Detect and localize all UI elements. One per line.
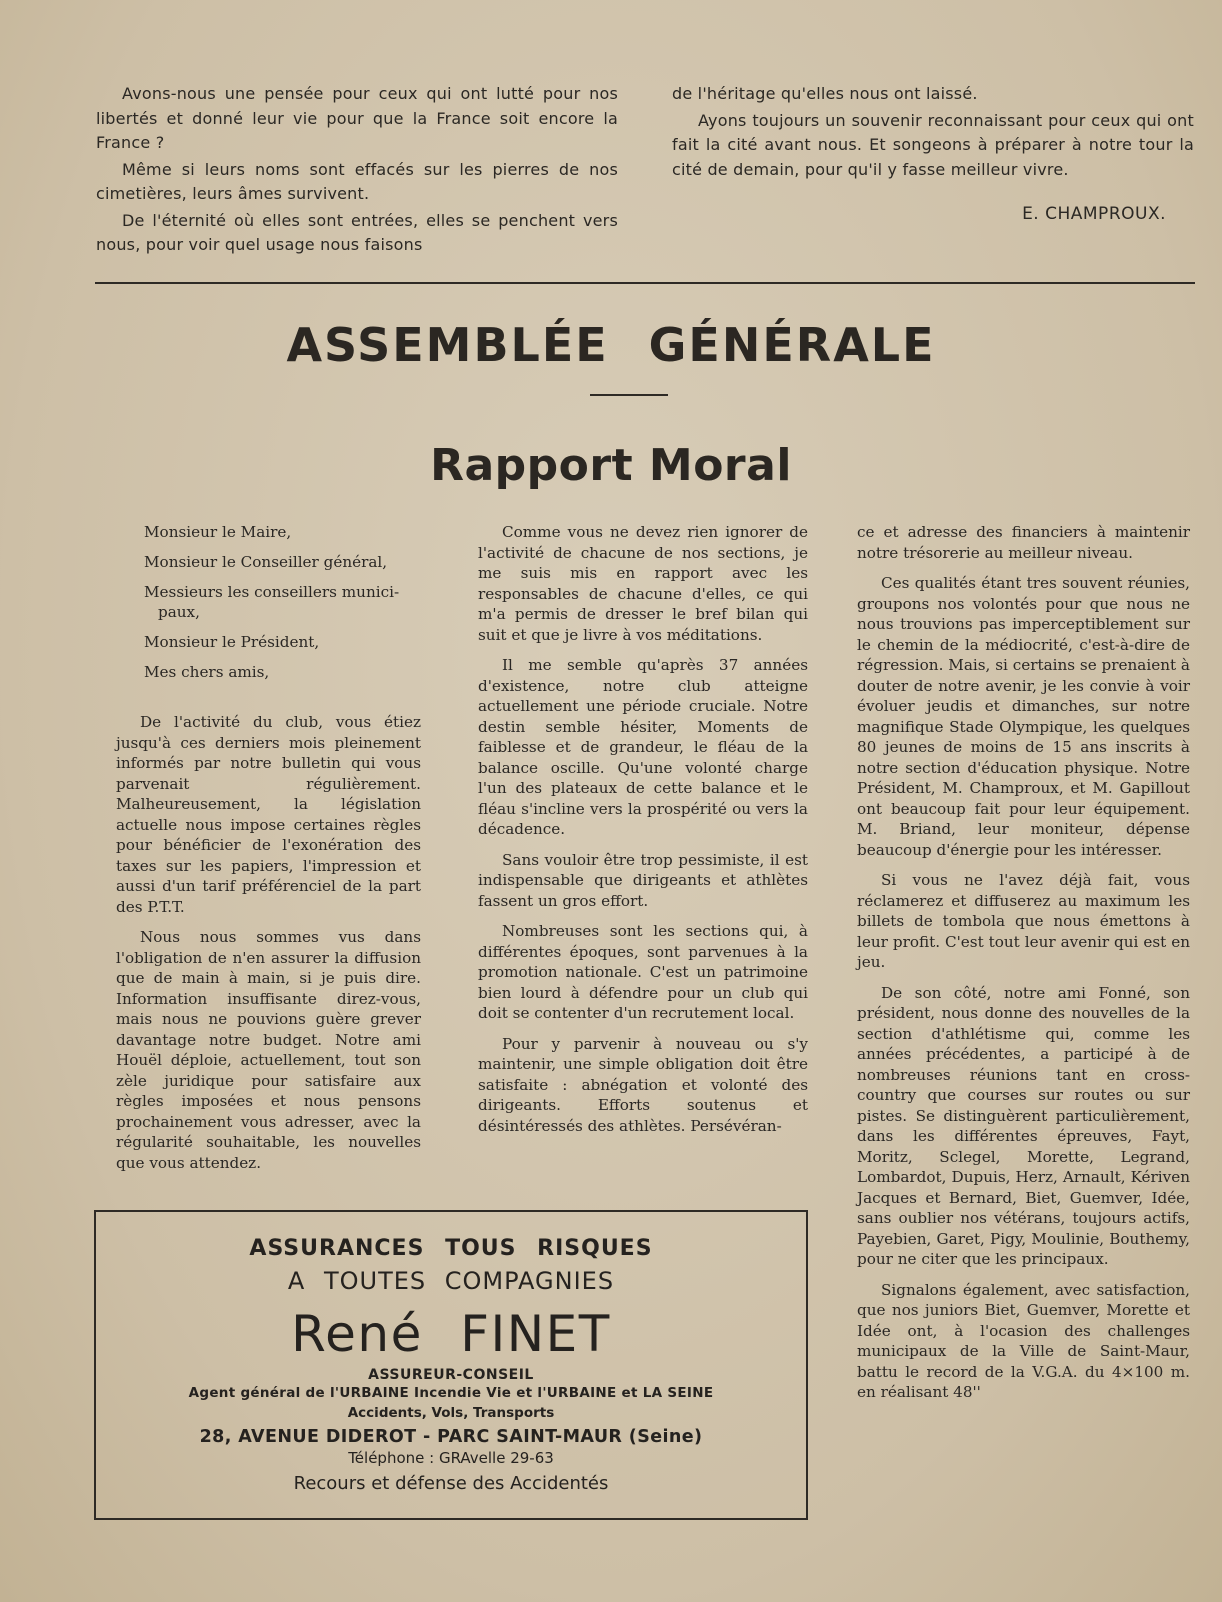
- top-article-left-column: [96, 82, 618, 260]
- salutation-line: paux,: [158, 603, 200, 621]
- salutation-line: Monsieur le Conseiller général,: [144, 553, 388, 571]
- headline-underline: [590, 394, 668, 396]
- salutation-line: Monsieur le Président,: [144, 633, 320, 651]
- report-paragraph: Sans vouloir être trop pessimiste, il est indispensable que dirigeants et athlètes fassent un gros effort.: [478, 850, 808, 910]
- ad-subheadline: A TOUTES COMPAGNIES: [287, 1267, 615, 1295]
- report-paragraph: Il me semble qu'après 37 années d'existence, notre club atteigne actuellement une période cruciale. Notre destin semble hésiter, Moments de faiblesse et de grandeur, le fléau de la balance oscille. Qu'une volonté charge l'un des plateaux de cette balance et le fléau s'incline vers la prospérité ou vers la décadence.: [478, 656, 808, 838]
- top-article-right-column: [672, 82, 1194, 227]
- ad-agent-name: René FINET: [291, 1305, 611, 1363]
- ad-agency: Agent général de l'URBAINE Incendie Vie et l'URBAINE et LA SEINE: [188, 1385, 714, 1401]
- salutations: [144, 522, 421, 682]
- ad-coverage: Accidents, Vols, Transports: [347, 1405, 555, 1421]
- article-signature: E. CHAMPROUX.: [1022, 204, 1166, 224]
- report-paragraph: Nombreuses sont les sections qui, à différentes époques, sont parvenues à la promotion nationale. C'est un patrimoine bien lourd à défendre pour un club qui doit se contenter d'un recrutement local.: [478, 922, 808, 1022]
- top-left-paragraph: De l'éternité où elles sont entrées, elles se penchent vers nous, pour voir quel usage nous faisons: [96, 210, 618, 254]
- top-left-paragraph: Avons-nous une pensée pour ceux qui ont lutté pour nos libertés et donné leur vie pour que la France soit encore la France ?: [96, 84, 618, 152]
- report-paragraph: Si vous ne l'avez déjà fait, vous réclamerez et diffuserez au maximum les billets de tombola que nous émettons à leur profit. C'est tout leur avenir qui est en jeu.: [857, 871, 1190, 971]
- report-paragraph: Nous nous sommes vus dans l'obligation de n'en assurer la diffusion que de main à main, si je puis dire. Information insuffisante direz-vous, mais nous ne pouvions guère grever davantage notre budget. Notre ami Houël déploie, actuellement, tout son zèle juridique pour satisfaire aux règles imposées et nous pensons prochainement vous adresser, avec la régularité souhaitable, les nouvelles que vous attendez.: [116, 928, 421, 1172]
- headline: ASSEMBLÉE GÉNÉRALE: [286, 318, 936, 372]
- report-paragraph: Comme vous ne devez rien ignorer de l'activité de chacune de nos sections, je me suis mis en rapport avec les responsables de chacune d'elles, ce qui m'a permis de dresser le bref bilan qui suit et que je livre à vos méditations.: [478, 523, 808, 644]
- insurance-advertisement: [94, 1210, 808, 1520]
- ad-headline: ASSURANCES TOUS RISQUES: [249, 1236, 653, 1261]
- subhead: Rapport Moral: [430, 440, 792, 491]
- salutation-line: Mes chers amis,: [144, 663, 270, 681]
- report-paragraph: Signalons également, avec satisfaction, que nos juniors Biet, Guemver, Morette et Idée ont, à l'ocasion des challenges municipaux de la Ville de Saint-Maur, battu le record de la V.G.A. du 4×100 m. en réalisant 48'': [857, 1280, 1190, 1401]
- report-paragraph: Pour y parvenir à nouveau ou s'y maintenir, une simple obligation doit être satisfaite : abnégation et volonté des dirigeants. Efforts soutenus et désintéressés des athlètes. Persévéran-: [478, 1034, 808, 1135]
- section-divider: [95, 282, 1195, 284]
- ad-address: 28, AVENUE DIDEROT - PARC SAINT-MAUR (Seine): [199, 1427, 703, 1447]
- ad-role: ASSUREUR-CONSEIL: [368, 1367, 534, 1383]
- report-column-right: [857, 522, 1190, 1413]
- report-paragraph: ce et adresse des financiers à maintenir notre trésorerie au meilleur niveau.: [857, 523, 1190, 562]
- report-paragraph: De l'activité du club, vous étiez jusqu'à ces derniers mois pleinement informés par notre bulletin qui vous parvenait régulièrement. Malheureusement, la législation actuelle nous impose certaines règles pour bénéficier de l'exonération des taxes sur les papiers, l'impression et aussi d'un tarif préférenciel de la part des P.T.T.: [116, 713, 421, 916]
- salutation-line: Messieurs les conseillers munici-: [144, 583, 400, 601]
- ad-recours: Recours et défense des Accidentés: [293, 1473, 609, 1494]
- salutation-line: Monsieur le Maire,: [144, 523, 292, 541]
- ad-telephone: Téléphone : GRAvelle 29-63: [348, 1449, 554, 1467]
- report-paragraph: De son côté, notre ami Fonné, son président, nous donne des nouvelles de la section d'athlétisme qui, comme les années précédentes, a participé à de nombreuses réunions tant en cross-country que courses sur routes ou sur pistes. Se distinguèrent particulièrement, dans les différentes épreuves, Fayt, Moritz, Sclegel, Morette, Legrand, Lombardot, Dupuis, Herz, Arnault, Kériven Jacques et Bernard, Biet, Guemver, Idée, sans oublier nos vétérans, toujours actifs, Payebien, Garet, Pigy, Moulinie, Bouthemy, pour ne citer que les principaux.: [857, 983, 1190, 1268]
- report-paragraph: Ces qualités étant tres souvent réunies, groupons nos volontés pour que nous ne nous trouvions pas imperceptiblement sur le chemin de la médiocrité, c'est-à-dire de régression. Mais, si certains se prenaient à douter de notre avenir, je les convie à voir évoluer jeudis et dimanches, sur notre magnifique Stade Olympique, les quelques 80 jeunes de moins de 15 ans inscrits à notre section d'éducation physique. Notre Président, M. Champroux, et M. Gapillout ont beaucoup fait pour leur équipement. M. Briand, leur moniteur, dépense beaucoup d'énergie pour les intéresser.: [857, 574, 1190, 859]
- top-right-paragraph: Ayons toujours un souvenir reconnaissant pour ceux qui ont fait la cité avant nous. Et songeons à préparer à notre tour la cité de demain, pour qu'il y fasse meilleur vivre.: [672, 110, 1194, 179]
- report-column-left: [116, 522, 421, 1183]
- top-left-paragraph: Même si leurs noms sont effacés sur les pierres de nos cimetières, leurs âmes survivent.: [96, 159, 618, 203]
- report-column-middle: [478, 522, 808, 1146]
- top-right-paragraph: de l'héritage qu'elles nous ont laissé.: [672, 84, 978, 103]
